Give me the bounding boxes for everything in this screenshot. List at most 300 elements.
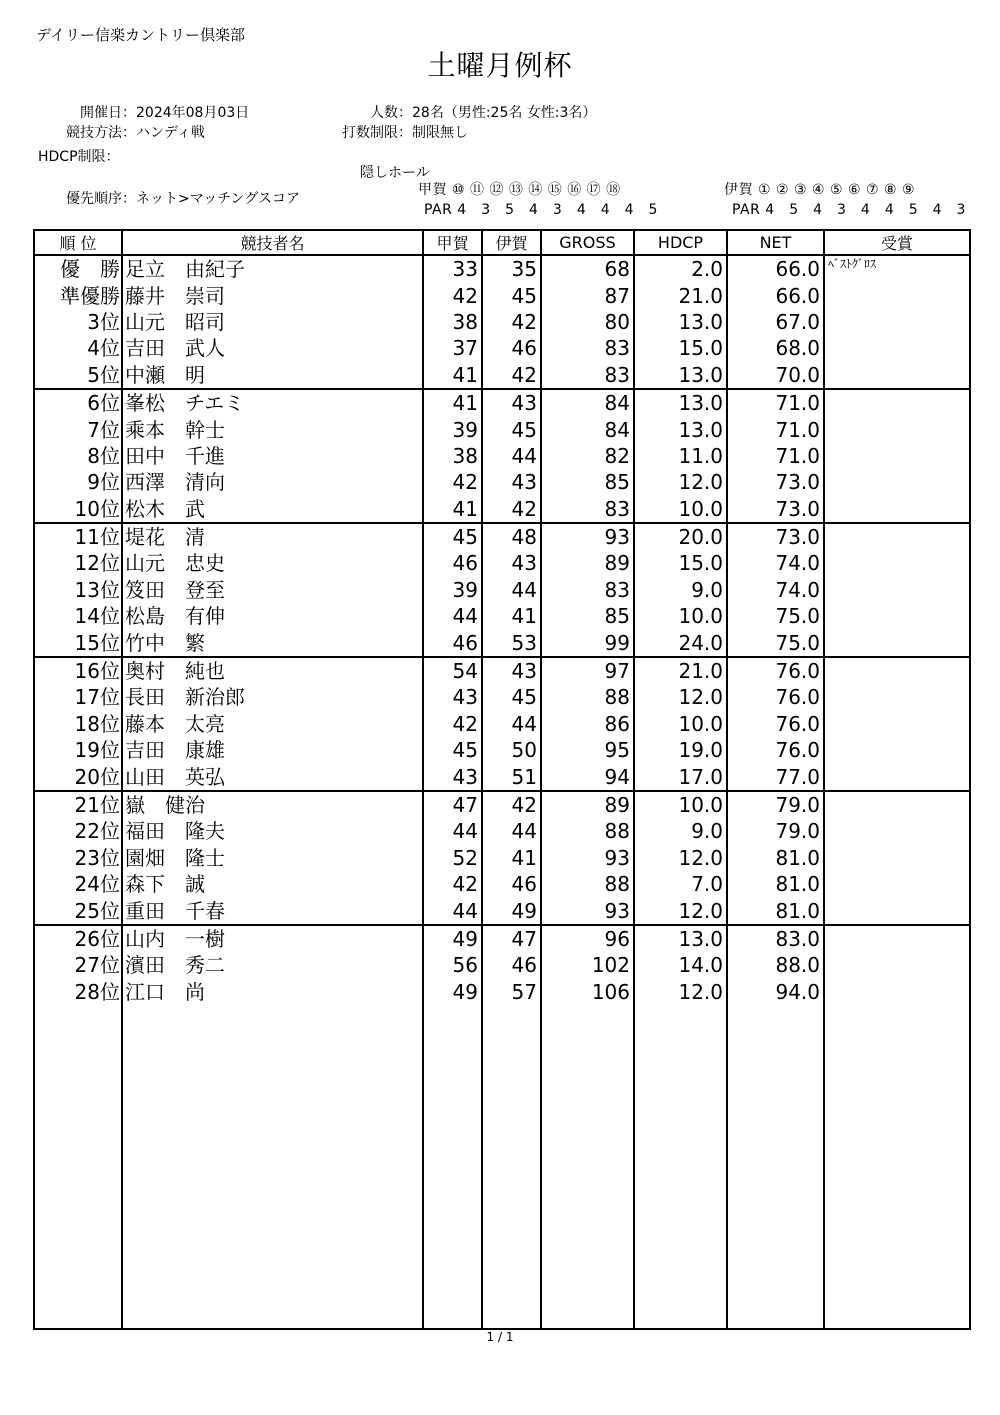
rank-cell: 19位 xyxy=(34,737,122,763)
award-cell xyxy=(824,897,970,924)
player-name-cell: 堤花 清 xyxy=(122,523,423,550)
player-name-cell: 田中 千進 xyxy=(122,443,423,469)
iga-score-cell: 43 xyxy=(482,389,541,416)
net-cell: 75.0 xyxy=(727,629,824,656)
table-row xyxy=(34,577,970,603)
player-name-cell: 藤井 崇司 xyxy=(122,282,423,308)
iga-score-cell: 43 xyxy=(482,657,541,684)
player-name-cell: 乘本 幹士 xyxy=(122,416,423,442)
koka-score-cell: 37 xyxy=(423,335,482,361)
empty-cell xyxy=(423,1005,482,1329)
iga-score-cell: 45 xyxy=(482,684,541,710)
table-row xyxy=(34,791,970,818)
player-name-cell: 長田 新治郎 xyxy=(122,684,423,710)
award-cell xyxy=(824,389,970,416)
award-cell xyxy=(824,818,970,844)
player-name-cell: 江口 尚 xyxy=(122,979,423,1005)
iga-score-cell: 42 xyxy=(482,309,541,335)
rank-cell: 17位 xyxy=(34,684,122,710)
hdcp-cell: 12.0 xyxy=(634,845,727,871)
stroke-label: 打数制限： xyxy=(342,125,412,141)
table-filler-row xyxy=(34,1005,970,1329)
stroke-value: 制限無し xyxy=(412,125,468,141)
rank-cell: 24位 xyxy=(34,871,122,897)
award-cell xyxy=(824,309,970,335)
iga-score-cell: 49 xyxy=(482,897,541,924)
rank-cell: 25位 xyxy=(34,897,122,924)
gross-cell: 87 xyxy=(541,282,634,308)
award-cell xyxy=(824,416,970,442)
koka-score-cell: 42 xyxy=(423,711,482,737)
award-cell xyxy=(824,763,970,790)
rank-cell: 22位 xyxy=(34,818,122,844)
iga-score-cell: 43 xyxy=(482,550,541,576)
date-label: 開催日： xyxy=(80,105,136,121)
award-cell xyxy=(824,684,970,710)
table-row xyxy=(34,871,970,897)
award-cell xyxy=(824,845,970,871)
iga-score-cell: 44 xyxy=(482,818,541,844)
club-name: デイリー信楽カントリー倶楽部 xyxy=(36,26,245,44)
player-name-cell: 濱田 秀二 xyxy=(122,952,423,978)
table-row xyxy=(34,255,970,282)
hdcp-cell: 12.0 xyxy=(634,469,727,495)
koka-score-cell: 45 xyxy=(423,523,482,550)
net-cell: 94.0 xyxy=(727,979,824,1005)
gross-cell: 88 xyxy=(541,684,634,710)
hdcp-cell: 9.0 xyxy=(634,577,727,603)
iga-score-cell: 53 xyxy=(482,629,541,656)
rank-cell: 6位 xyxy=(34,389,122,416)
player-name-cell: 足立 由紀子 xyxy=(122,255,423,282)
gross-cell: 84 xyxy=(541,416,634,442)
net-cell: 75.0 xyxy=(727,603,824,629)
rank-cell: 27位 xyxy=(34,952,122,978)
rank-cell: 15位 xyxy=(34,629,122,656)
award-cell xyxy=(824,871,970,897)
koka-score-cell: 42 xyxy=(423,282,482,308)
player-name-cell: 笈田 登至 xyxy=(122,577,423,603)
net-cell: 81.0 xyxy=(727,897,824,924)
net-cell: 66.0 xyxy=(727,255,824,282)
hdcp-cell: 12.0 xyxy=(634,897,727,924)
player-name-cell: 西澤 清向 xyxy=(122,469,423,495)
rank-cell: 11位 xyxy=(34,523,122,550)
net-cell: 71.0 xyxy=(727,443,824,469)
empty-cell xyxy=(482,1005,541,1329)
player-name-cell: 園畑 隆士 xyxy=(122,845,423,871)
hdcp-cell: 13.0 xyxy=(634,925,727,952)
net-cell: 71.0 xyxy=(727,416,824,442)
koka-holes xyxy=(418,179,621,199)
table-row xyxy=(34,416,970,442)
koka-score-cell: 43 xyxy=(423,684,482,710)
net-cell: 83.0 xyxy=(727,925,824,952)
hdcp-cell: 10.0 xyxy=(634,711,727,737)
table-row xyxy=(34,763,970,790)
table-row xyxy=(34,443,970,469)
player-name-cell: 峯松 チエミ xyxy=(122,389,423,416)
gross-cell: 97 xyxy=(541,657,634,684)
player-name-cell: 中瀬 明 xyxy=(122,362,423,389)
net-cell: 70.0 xyxy=(727,362,824,389)
iga-score-cell: 50 xyxy=(482,737,541,763)
iga-score-cell: 42 xyxy=(482,362,541,389)
iga-score-cell: 43 xyxy=(482,469,541,495)
col-header-net: NET xyxy=(727,230,824,255)
gross-cell: 83 xyxy=(541,335,634,361)
rank-cell: 8位 xyxy=(34,443,122,469)
koka-score-cell: 42 xyxy=(423,469,482,495)
player-name-cell: 山内 一樹 xyxy=(122,925,423,952)
iga-holes xyxy=(724,179,915,199)
info-hdcp xyxy=(38,146,120,166)
table-row xyxy=(34,282,970,308)
player-name-cell: 吉田 武人 xyxy=(122,335,423,361)
player-name-cell: 吉田 康雄 xyxy=(122,737,423,763)
info-priority xyxy=(40,188,300,208)
hdcp-cell: 21.0 xyxy=(634,282,727,308)
col-header-hdcp: HDCP xyxy=(634,230,727,255)
table-row xyxy=(34,309,970,335)
gross-cell: 89 xyxy=(541,791,634,818)
count-value: 28名（男性:25名 女性:3名） xyxy=(412,105,597,121)
net-cell: 81.0 xyxy=(727,845,824,871)
award-cell xyxy=(824,603,970,629)
koka-score-cell: 43 xyxy=(423,763,482,790)
rank-cell: 23位 xyxy=(34,845,122,871)
hdcp-cell: 24.0 xyxy=(634,629,727,656)
table-row xyxy=(34,469,970,495)
gross-cell: 94 xyxy=(541,763,634,790)
gross-cell: 85 xyxy=(541,469,634,495)
rank-cell: 28位 xyxy=(34,979,122,1005)
iga-score-cell: 42 xyxy=(482,496,541,523)
award-cell xyxy=(824,737,970,763)
priority-value: ネット>マッチングスコア xyxy=(136,191,301,207)
table-row xyxy=(34,496,970,523)
koka-score-cell: 49 xyxy=(423,925,482,952)
rank-cell: 9位 xyxy=(34,469,122,495)
award-cell xyxy=(824,469,970,495)
koka-score-cell: 41 xyxy=(423,362,482,389)
gross-cell: 83 xyxy=(541,496,634,523)
koka-score-cell: 38 xyxy=(423,309,482,335)
rank-cell: 準優勝 xyxy=(34,282,122,308)
award-cell xyxy=(824,523,970,550)
hdcp-cell: 17.0 xyxy=(634,763,727,790)
iga-score-cell: 46 xyxy=(482,871,541,897)
iga-score-cell: 48 xyxy=(482,523,541,550)
rank-cell: 4位 xyxy=(34,335,122,361)
koka-score-cell: 44 xyxy=(423,818,482,844)
hidden-holes-label: 隠しホール xyxy=(360,165,430,181)
player-name-cell: 重田 千春 xyxy=(122,897,423,924)
player-name-cell: 山元 忠史 xyxy=(122,550,423,576)
method-value: ハンディ戦 xyxy=(136,125,205,141)
net-cell: 73.0 xyxy=(727,496,824,523)
empty-cell xyxy=(34,1005,122,1329)
iga-score-cell: 51 xyxy=(482,763,541,790)
empty-cell xyxy=(727,1005,824,1329)
hdcp-cell: 14.0 xyxy=(634,952,727,978)
col-header-iga: 伊賀 xyxy=(482,230,541,255)
gross-cell: 84 xyxy=(541,389,634,416)
hdcp-cell: 13.0 xyxy=(634,309,727,335)
award-cell xyxy=(824,362,970,389)
koka-score-cell: 39 xyxy=(423,416,482,442)
rank-cell: 14位 xyxy=(34,603,122,629)
koka-score-cell: 47 xyxy=(423,791,482,818)
info-count xyxy=(326,102,596,122)
koka-score-cell: 39 xyxy=(423,577,482,603)
player-name-cell: 竹中 繁 xyxy=(122,629,423,656)
net-cell: 81.0 xyxy=(727,871,824,897)
table-row xyxy=(34,523,970,550)
table-row xyxy=(34,335,970,361)
table-row xyxy=(34,711,970,737)
gross-cell: 93 xyxy=(541,897,634,924)
koka-score-cell: 56 xyxy=(423,952,482,978)
net-cell: 79.0 xyxy=(727,818,824,844)
gross-cell: 93 xyxy=(541,845,634,871)
net-cell: 66.0 xyxy=(727,282,824,308)
koka-score-cell: 46 xyxy=(423,629,482,656)
koka-score-cell: 54 xyxy=(423,657,482,684)
table-row xyxy=(34,657,970,684)
gross-cell: 95 xyxy=(541,737,634,763)
hdcp-cell: 15.0 xyxy=(634,335,727,361)
net-cell: 67.0 xyxy=(727,309,824,335)
net-cell: 88.0 xyxy=(727,952,824,978)
gross-cell: 83 xyxy=(541,577,634,603)
iga-score-cell: 57 xyxy=(482,979,541,1005)
table-row xyxy=(34,897,970,924)
award-cell xyxy=(824,711,970,737)
iga-par: PAR 4 5 4 3 4 4 5 4 3 xyxy=(732,202,966,218)
iga-score-cell: 44 xyxy=(482,711,541,737)
gross-cell: 68 xyxy=(541,255,634,282)
table-row xyxy=(34,925,970,952)
koka-score-cell: 41 xyxy=(423,389,482,416)
player-name-cell: 福田 隆夫 xyxy=(122,818,423,844)
hdcp-cell: 10.0 xyxy=(634,603,727,629)
gross-cell: 106 xyxy=(541,979,634,1005)
table-row xyxy=(34,629,970,656)
award-cell xyxy=(824,443,970,469)
table-row xyxy=(34,818,970,844)
page-number: 1 / 1 xyxy=(486,1330,514,1344)
empty-cell xyxy=(824,1005,970,1329)
gross-cell: 85 xyxy=(541,603,634,629)
net-cell: 79.0 xyxy=(727,791,824,818)
net-cell: 74.0 xyxy=(727,577,824,603)
player-name-cell: 山田 英弘 xyxy=(122,763,423,790)
table-row xyxy=(34,737,970,763)
method-label: 競技方法： xyxy=(66,125,136,141)
player-name-cell: 奥村 純也 xyxy=(122,657,423,684)
iga-score-cell: 42 xyxy=(482,791,541,818)
gross-cell: 88 xyxy=(541,871,634,897)
hdcp-cell: 15.0 xyxy=(634,550,727,576)
koka-score-cell: 38 xyxy=(423,443,482,469)
koka-score-cell: 49 xyxy=(423,979,482,1005)
hdcp-cell: 10.0 xyxy=(634,496,727,523)
hdcp-cell: 9.0 xyxy=(634,818,727,844)
net-cell: 76.0 xyxy=(727,657,824,684)
hdcp-cell: 12.0 xyxy=(634,979,727,1005)
koka-name: 甲賀 xyxy=(418,182,447,198)
gross-cell: 83 xyxy=(541,362,634,389)
award-cell xyxy=(824,550,970,576)
empty-cell xyxy=(541,1005,634,1329)
net-cell: 76.0 xyxy=(727,711,824,737)
rank-cell: 10位 xyxy=(34,496,122,523)
rank-cell: 16位 xyxy=(34,657,122,684)
gross-cell: 86 xyxy=(541,711,634,737)
rank-cell: 5位 xyxy=(34,362,122,389)
hdcp-cell: 13.0 xyxy=(634,416,727,442)
koka-par: PAR 4 3 5 4 3 4 4 4 5 xyxy=(424,202,658,218)
gross-cell: 93 xyxy=(541,523,634,550)
hdcp-cell: 21.0 xyxy=(634,657,727,684)
koka-score-cell: 52 xyxy=(423,845,482,871)
player-name-cell: 松木 武 xyxy=(122,496,423,523)
priority-label: 優先順序： xyxy=(66,191,136,207)
count-label: 人数： xyxy=(370,105,412,121)
net-cell: 73.0 xyxy=(727,469,824,495)
col-header-gross: GROSS xyxy=(541,230,634,255)
col-header-name: 競技者名 xyxy=(122,230,423,255)
net-cell: 71.0 xyxy=(727,389,824,416)
award-cell xyxy=(824,335,970,361)
rank-cell: 21位 xyxy=(34,791,122,818)
table-row xyxy=(34,952,970,978)
hdcp-cell: 2.0 xyxy=(634,255,727,282)
gross-cell: 102 xyxy=(541,952,634,978)
gross-cell: 88 xyxy=(541,818,634,844)
iga-score-cell: 44 xyxy=(482,443,541,469)
info-method xyxy=(40,122,205,142)
empty-cell xyxy=(634,1005,727,1329)
table-row xyxy=(34,389,970,416)
koka-score-cell: 44 xyxy=(423,603,482,629)
rank-cell: 26位 xyxy=(34,925,122,952)
iga-score-cell: 47 xyxy=(482,925,541,952)
col-header-rank: 順 位 xyxy=(34,230,122,255)
hdcp-cell: 13.0 xyxy=(634,362,727,389)
award-cell xyxy=(824,657,970,684)
hdcp-cell: 19.0 xyxy=(634,737,727,763)
rank-cell: 12位 xyxy=(34,550,122,576)
gross-cell: 82 xyxy=(541,443,634,469)
gross-cell: 80 xyxy=(541,309,634,335)
player-name-cell: 藤本 太亮 xyxy=(122,711,423,737)
koka-score-cell: 45 xyxy=(423,737,482,763)
page-title: 土曜月例杯 xyxy=(427,49,573,82)
empty-cell xyxy=(122,1005,423,1329)
koka-score-cell: 42 xyxy=(423,871,482,897)
iga-score-cell: 41 xyxy=(482,603,541,629)
koka-score-cell: 33 xyxy=(423,255,482,282)
hdcp-cell: 20.0 xyxy=(634,523,727,550)
iga-score-cell: 46 xyxy=(482,335,541,361)
col-header-award: 受賞 xyxy=(824,230,970,255)
hdcp-label: HDCP制限： xyxy=(38,149,120,165)
hdcp-cell: 12.0 xyxy=(634,684,727,710)
koka-hole-numbers: ⑩ ⑪ ⑫ ⑬ ⑭ ⑮ ⑯ ⑰ ⑱ xyxy=(451,182,621,198)
award-cell xyxy=(824,282,970,308)
results-table xyxy=(33,229,971,1330)
award-cell xyxy=(824,979,970,1005)
iga-score-cell: 46 xyxy=(482,952,541,978)
table-row xyxy=(34,684,970,710)
award-cell xyxy=(824,925,970,952)
hdcp-cell: 13.0 xyxy=(634,389,727,416)
date-value: 2024年08月03日 xyxy=(136,105,250,121)
gross-cell: 96 xyxy=(541,925,634,952)
table-header-row xyxy=(34,230,970,255)
net-cell: 73.0 xyxy=(727,523,824,550)
iga-score-cell: 45 xyxy=(482,416,541,442)
award-cell xyxy=(824,952,970,978)
award-cell xyxy=(824,791,970,818)
hdcp-cell: 7.0 xyxy=(634,871,727,897)
iga-score-cell: 35 xyxy=(482,255,541,282)
net-cell: 74.0 xyxy=(727,550,824,576)
iga-name: 伊賀 xyxy=(724,182,753,198)
player-name-cell: 森下 誠 xyxy=(122,871,423,897)
iga-score-cell: 44 xyxy=(482,577,541,603)
rank-cell: 7位 xyxy=(34,416,122,442)
iga-score-cell: 41 xyxy=(482,845,541,871)
table-row xyxy=(34,845,970,871)
info-stroke xyxy=(326,122,468,142)
results-body xyxy=(34,255,970,1329)
rank-cell: 18位 xyxy=(34,711,122,737)
rank-cell: 3位 xyxy=(34,309,122,335)
koka-score-cell: 41 xyxy=(423,496,482,523)
rank-cell: 20位 xyxy=(34,763,122,790)
net-cell: 77.0 xyxy=(727,763,824,790)
table-row xyxy=(34,979,970,1005)
info-date xyxy=(40,102,249,122)
iga-hole-numbers: ① ② ③ ④ ⑤ ⑥ ⑦ ⑧ ⑨ xyxy=(757,182,916,198)
net-cell: 68.0 xyxy=(727,335,824,361)
hdcp-cell: 10.0 xyxy=(634,791,727,818)
rank-cell: 13位 xyxy=(34,577,122,603)
net-cell: 76.0 xyxy=(727,737,824,763)
table-row xyxy=(34,550,970,576)
table-row xyxy=(34,362,970,389)
gross-cell: 89 xyxy=(541,550,634,576)
player-name-cell: 嶽 健治 xyxy=(122,791,423,818)
net-cell: 76.0 xyxy=(727,684,824,710)
award-cell xyxy=(824,496,970,523)
koka-score-cell: 44 xyxy=(423,897,482,924)
award-cell: ﾍﾞｽﾄｸﾞﾛｽ xyxy=(824,255,970,282)
player-name-cell: 山元 昭司 xyxy=(122,309,423,335)
hdcp-cell: 11.0 xyxy=(634,443,727,469)
table-row xyxy=(34,603,970,629)
award-cell xyxy=(824,577,970,603)
rank-cell: 優 勝 xyxy=(34,255,122,282)
col-header-koka: 甲賀 xyxy=(423,230,482,255)
koka-score-cell: 46 xyxy=(423,550,482,576)
iga-score-cell: 45 xyxy=(482,282,541,308)
player-name-cell: 松島 有伸 xyxy=(122,603,423,629)
award-cell xyxy=(824,629,970,656)
